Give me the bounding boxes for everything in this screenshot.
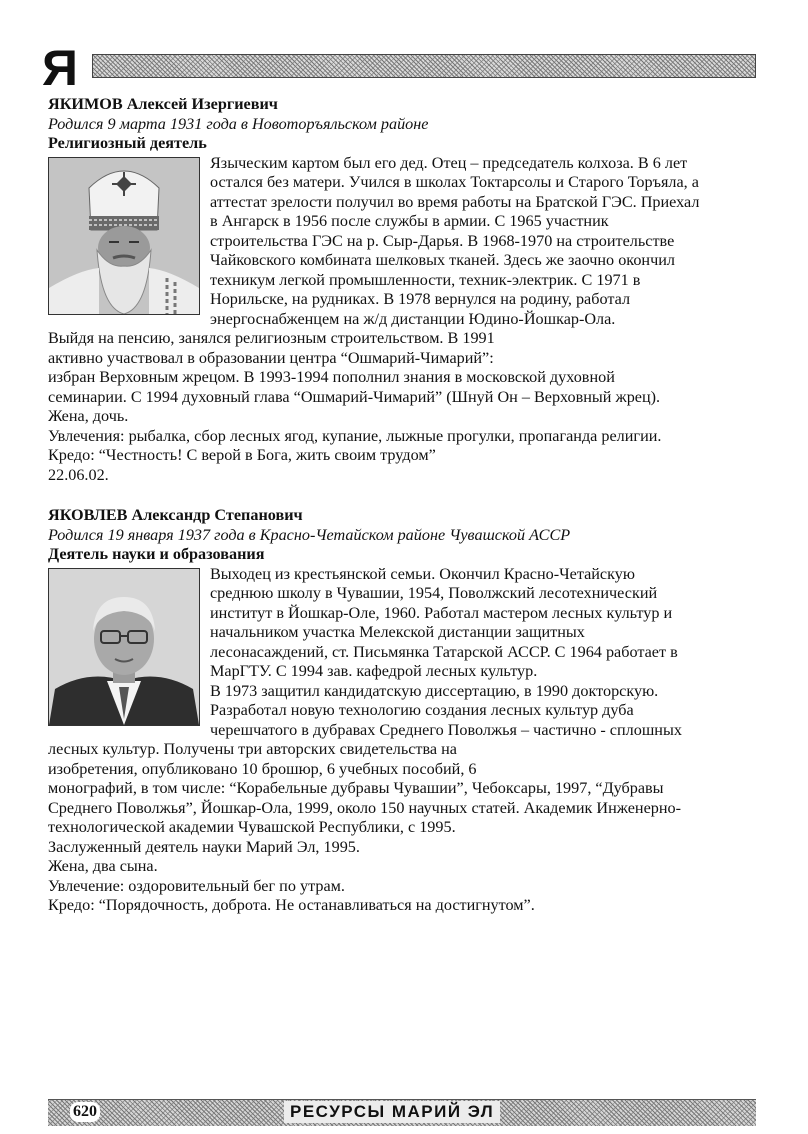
role-title: Деятель науки и образования	[48, 545, 265, 563]
text-line: аттестат зрелости получил во время работы на Братской ГЭС. Приехал	[210, 192, 700, 211]
text-line: Разработал новую технологию создания лесных культур дуба	[210, 701, 634, 719]
person-name: ЯКОВЛЕВ Александр Степанович	[48, 506, 303, 524]
text-line: монографий, в том числе: “Корабельные дубравы Чувашии”, Чебоксары, 1997, “Дубравы	[48, 779, 664, 797]
portrait-priest-icon	[48, 157, 200, 315]
person-name: ЯКИМОВ Алексей Изергиевич	[48, 95, 278, 113]
award-line: Заслуженный деятель науки Марий Эл, 1995.	[48, 837, 360, 856]
text-line: в Ангарск в 1956 после службы в армии. С 1965 участник	[210, 212, 609, 230]
text-line: институт в Йошкар-Оле, 1960. Работал мастером лесных культур и	[210, 603, 673, 622]
bio-text-full	[48, 368, 760, 485]
text-line: Чайковского комбината шелковых тканей. Здесь же заочно окончил	[210, 251, 675, 269]
bio-entry-yakovlev	[48, 506, 760, 916]
text-line: лесных культур. Получены три авторских свидетельства на	[48, 740, 457, 758]
role-title: Религиозный деятель	[48, 134, 207, 152]
credo-line: Кредо: “Честность! С верой в Бога, жить своим трудом”	[48, 446, 436, 464]
text-line: избран Верховным жрецом. В 1993-1994 пополнил знания в московской духовной	[48, 368, 615, 386]
credo-line: Кредо: “Порядочность, доброта. Не останавливаться на достигнутом”.	[48, 896, 535, 914]
birth-info: Родился 19 января 1937 года в Красно-Четайском районе Чувашской АССР	[48, 525, 571, 544]
portrait-scientist-icon	[48, 568, 200, 726]
text-line: Норильске, на рудниках. В 1978 вернулся на родину, работал	[210, 290, 631, 308]
text-line: лесонасаждений, ст. Письмянка Татарской АССР. С 1964 работает в	[210, 642, 678, 661]
text-line: Языческим картом был его дед. Отец – председатель колхоза. В 6 лет	[210, 153, 688, 172]
text-line: В 1973 защитил кандидатскую диссертацию, в 1990 докторскую.	[210, 681, 659, 700]
header-band	[92, 54, 756, 78]
family-line: Жена, дочь.	[48, 407, 129, 425]
text-line: начальником участка Мелекской дистанции защитных	[210, 623, 585, 641]
birth-info: Родился 9 марта 1931 года в Новоторъяльском районе	[48, 114, 429, 133]
family-line: Жена, два сына.	[48, 857, 158, 875]
text-line: техникум легкой промышленности, техник-электрик. С 1971 в	[210, 270, 641, 289]
text-line: среднюю школу в Чувашии, 1954, Поволжский лесотехнический	[210, 584, 658, 602]
text-line: МарГТУ. С 1994 зав. кафедрой лесных культур.	[210, 662, 538, 680]
text-line: Выйдя на пенсию, занялся религиозным строительством. В 1991	[48, 329, 495, 347]
text-line: строительства ГЭС на р. Сыр-Дарья. В 1968-1970 на строительстве	[210, 231, 675, 250]
bio-text-full	[48, 779, 760, 916]
page-number: 620	[70, 1102, 100, 1122]
bio-entry-yakimov	[48, 95, 760, 485]
text-line: остался без матери. Учился в школах Токтарсолы и Старого Торъяла, а	[210, 173, 699, 191]
text-line: черешчатого в дубравах Среднего Поволжья – частично - сплошных	[210, 720, 682, 739]
text-line: активно участвовал в образовании центра “Ошмарий-Чимарий”:	[48, 348, 494, 367]
hobbies-line: Увлечение: оздоровительный бег по утрам.	[48, 876, 345, 895]
section-letter: Я	[42, 40, 78, 96]
footer-title: РЕСУРСЫ МАРИЙ ЭЛ	[284, 1101, 500, 1123]
text-line: Выходец из крестьянской семьи. Окончил Красно-Четайскую	[210, 564, 635, 583]
hobbies-line: Увлечения: рыбалка, сбор лесных ягод, купание, лыжные прогулки, пропаганда религии.	[48, 426, 662, 445]
date-line: 22.06.02.	[48, 465, 109, 484]
text-line: технологической академии Чувашской Республики, с 1995.	[48, 818, 456, 836]
text-line: изобретения, опубликовано 10 брошюр, 6 учебных пособий, 6	[48, 759, 477, 778]
text-line: энергоснабженцем на ж/д дистанции Юдино-Йошкар-Ола.	[210, 309, 616, 328]
text-line: семинарии. С 1994 духовный глава “Ошмарий-Чимарий” (Шнуй Он – Верховный жрец).	[48, 387, 661, 406]
text-line: Среднего Поволжья”, Йошкар-Ола, 1999, около 150 научных статей. Академик Инженерно-	[48, 798, 682, 817]
